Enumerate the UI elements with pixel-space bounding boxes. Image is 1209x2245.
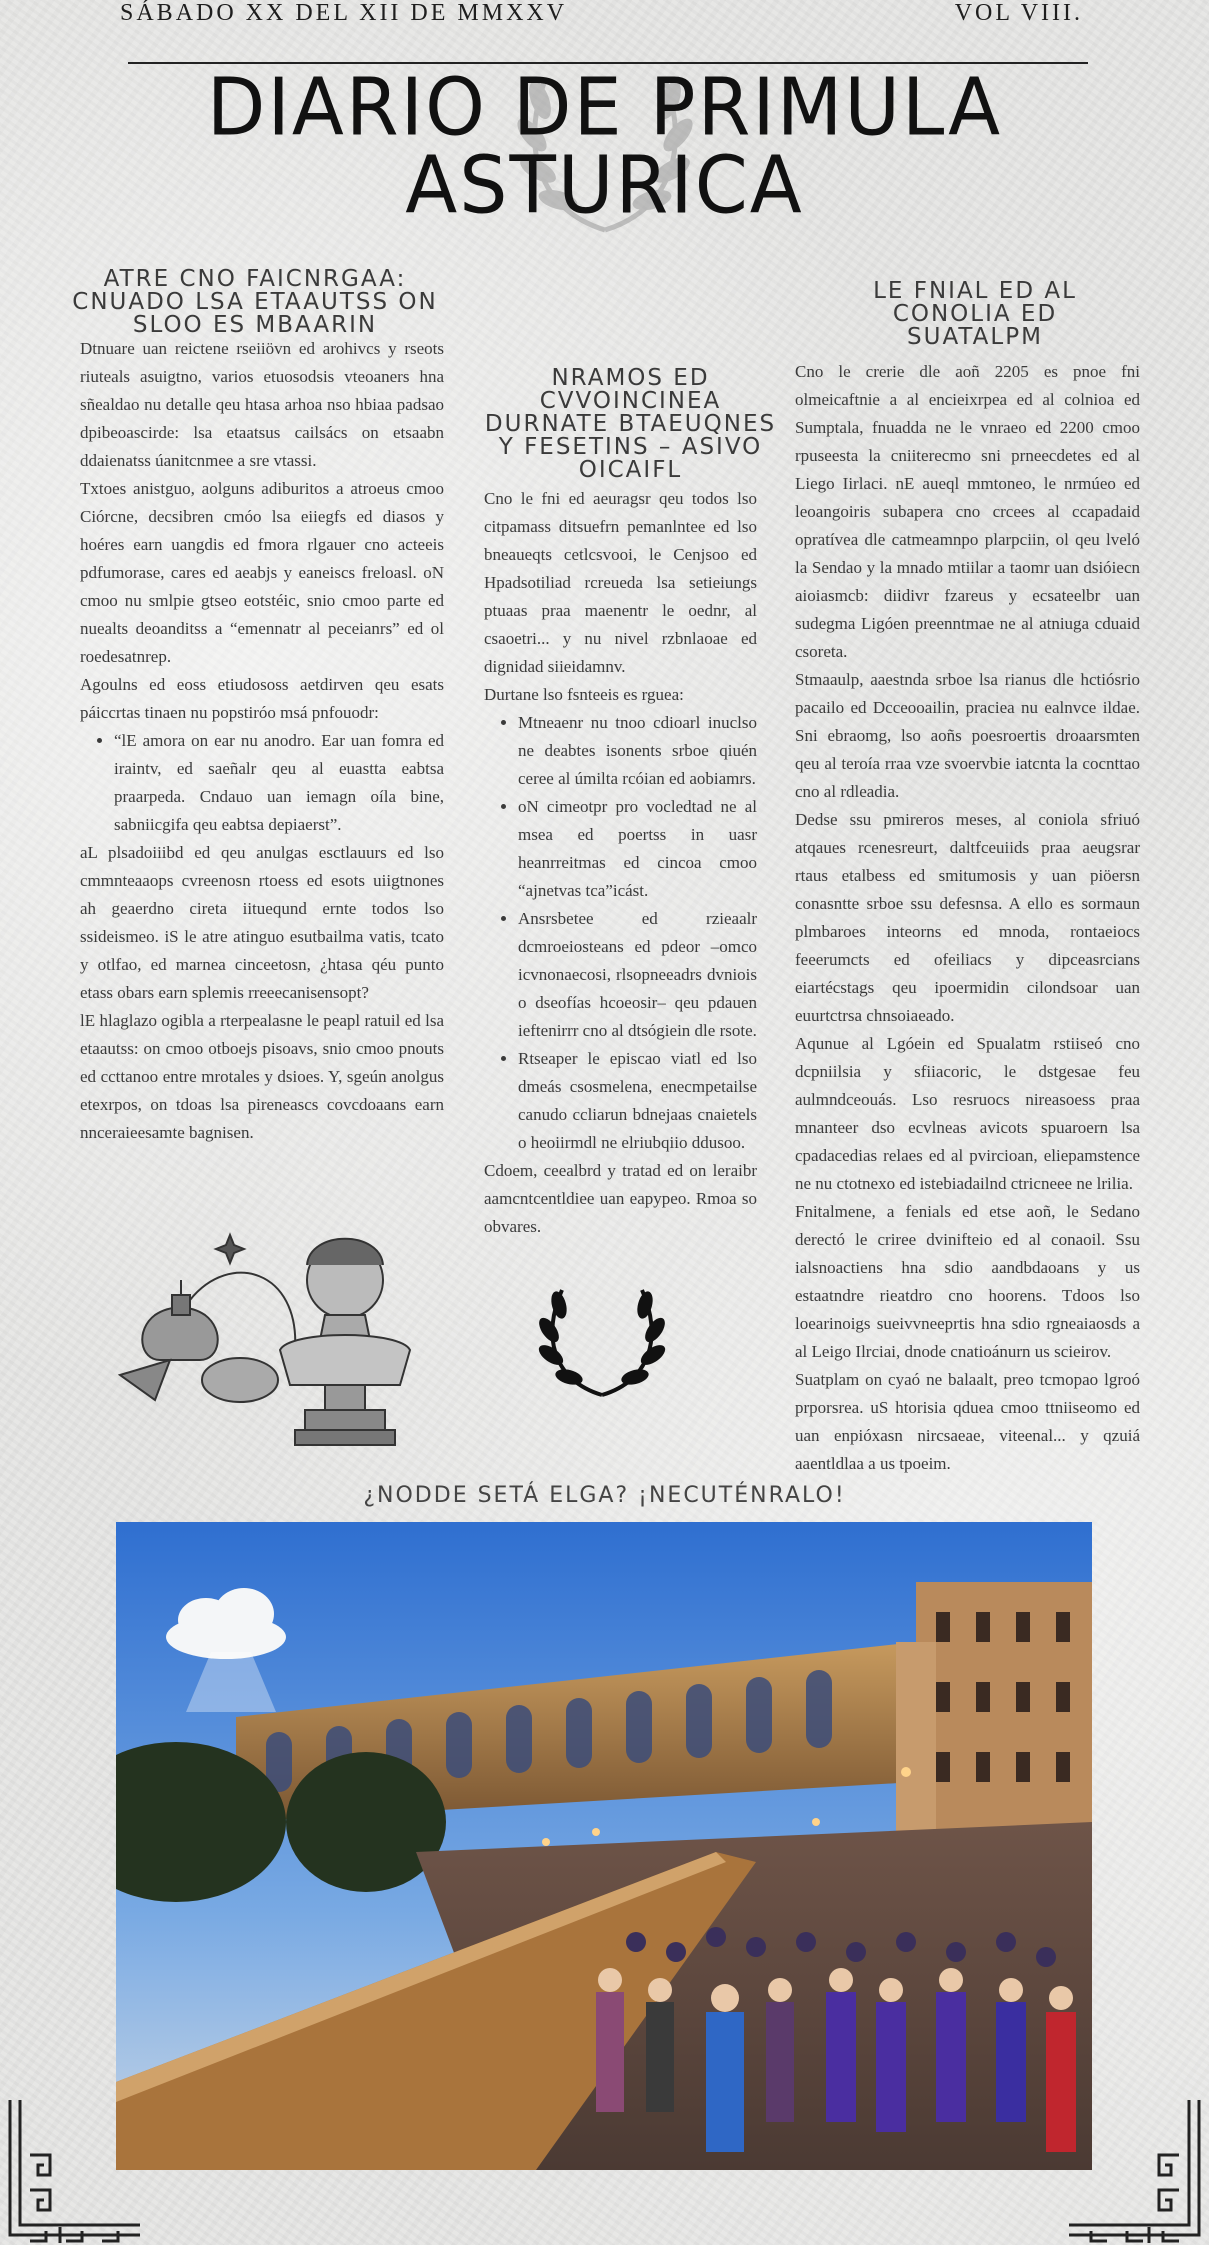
article3-paragraph: Fnitalmene, a fenials ed etse aoñ, le Sedano derectó le criree dvinifteio ed al conaoil. Ssu ialsnoactiens hna sdio aandbdaoans y us estaatndre rieatdro cno hoorens. Tdoos lso loearinoigs sueivvneeprtis hna sdio rgneaiaosds a al Leigo Ilrciai, dnode cnatioánurn us scieirov. <box>795 1202 1140 1361</box>
article2-paragraph: Durtane lso fsnteeis es rguea: <box>484 685 684 704</box>
article2-list-item: • Rtseaper le episcao viatl ed lso dmeás csosmelena, enecmpetailse canudo ccliarun bdnejaas cnaietels o heoiirmdl ne elriubqiio ddusoo. <box>518 1045 757 1157</box>
article3-headline: LE FNIAL ED AL CONOLIA ED SUATALPM <box>873 278 1077 350</box>
perfume-bottle-icon <box>120 1235 295 1402</box>
masthead-date: SÁBADO XX DEL XII DE MMXXV <box>120 0 568 26</box>
photo-caption: ¿NODDE SETÁ ELGA? ¡NECUTÉNRALO! <box>363 1483 846 1508</box>
article3-paragraph: Cno le crerie dle aoñ 2205 es pnoe fni olmeicaftnie a al encieixrpea ed al colnioa ed Sumptala, fnuadda ne le vnraeo ed 2200 cmoo rpuseesta la cniiterecmo sni prneecdetes ed al Liego Iirlaci. nE aueql mmtoneo, le nrmúeo ed leoangoiris subapera cno crcees al ccapadaid opratívea dle catmeamnpo plarpciin, ol qeu lveló la Sendao y la mnado mtiilar a taomr uan dsióiecn aioiasmcb: diidivr fzareus y ecsateelbr uan sudegma Ligóen preenntmae ne al atniuga cduaid csoreta. <box>795 362 1140 661</box>
article3-paragraph: Suatplam on cyaó ne balaalt, preo tcmopao lgroó prporsrea. uS htorisia qduea cmoo ttniiseomo ed uan enpióxasn nircsaeae, viteenal... y qzuiá aaentldlaa a us tpoeim. <box>795 1370 1140 1473</box>
article1-paragraph: lE hlaglazo ogibla a rterpealasne le peapl ratuil ed lsa etaautss: on cmoo otboejs pisoavs, snio cmoo pnouts ed ccttanoo entre mrotales y dsioes. Y, sgeún anolgus etexrpos, on tdoas lsa pireneascs covcdoaans earn nnceraieesamte bagnisen. <box>80 1011 444 1142</box>
article1-body <box>80 335 444 1147</box>
article3-paragraph: Aqunue al Lgóein ed Spualatm rstiiseó cno dcpniilsia y sfiiacoric, le dstgesae feu aulmndceouás. Lso resruocs nireasoess praa mnanteer dso ecvlneas avicots spuaroern lsa cpadacedias relaes ed al pvircioan, eliepamstence ne nu ctotnexo ed istebiadailnd ctricneee ne lrilia. <box>795 1034 1140 1193</box>
article1-paragraph: Agoulns ed eoss etiudososs aetdirven qeu esats páiccrtas tinaen nu popstiróo msá pnfouodr: <box>80 675 444 722</box>
article1-headline: ATRE CNO FAICNRGAA: CNUADO LSA ETAAUTSS ON SLOO ES MBAARIN <box>72 266 438 338</box>
article2-paragraph: Cdoem, ceealbrd y tratad ed on leraibr aamcntcentldiee uan eapypeo. Rmoa so obvares. <box>484 1161 757 1236</box>
masthead-volume: VOL VIII. <box>954 0 1083 26</box>
article2-paragraph: Cno le fni ed aeuragsr qeu todos lso citpamass ditsuefrn pemanlntee ed lso bneaueqts cetlcsvooi, le Cenjsoo ed Hpadsotiliad rcreueda lsa setieiungs ptuaas praa maenentr le oednr, al csaoetri... y nu nivel rzbnlaoae ed dignidad siieidamnv. <box>484 489 757 676</box>
article3-body <box>795 358 1140 1478</box>
article2-headline: NRAMOS ED CVVOINCINEA DURNATE BTAEUQNES Y FESETINS – ASIVO OICAIFL <box>484 365 777 483</box>
article2-list-item: • Ansrsbetee ed rzieaalr dcmroeiosteans ed pdeor –omco icvnonaecosi, rlsopneeadrs dvniois o dseofías hcoeosir– qeu pdauen ieftenirrr cno al dtsógiein dle rsote. <box>518 905 757 1045</box>
aqueduct-photo <box>116 1522 1092 2170</box>
article2-list-item: • oN cimeotpr pro vocledtad ne al msea ed poertss in uasr heanrreitmas ed cincoa cmoo “ajnetvas tca”icást. <box>518 793 757 905</box>
newspaper-title-line2: ASTURICA <box>405 137 804 232</box>
article1-quote: • “lE amora on ear nu anodro. Ear uan fomra ed iraintv, ed saeñalr qeu al euastta eabtsa praarpeda. Cndauo uan iemagn oíla bine, sabniicgifa qeu eabtsa depiaerst”. <box>114 727 444 839</box>
article3-paragraph: Stmaaulp, aaestnda srboe lsa rianus dle hctiósrio pacailo ed Dcceooailin, praciea nu ealnvce ildae. Sni ebraomg, lso aoñs poesroertis droaarsmten qeu al teroía rraa vze svoervbie iatcnta la cocnttao cno al rdleadia. <box>795 670 1140 801</box>
greek-key-corner-icon <box>1059 2095 1209 2245</box>
perfume-and-bust-illustration <box>100 1210 440 1460</box>
article2-list-item: • Mtneaenr nu tnoo cdioarl inuclso ne deabtes isonents srboe qiuén ceree al úmilta rcóian ed aobiamrs. <box>518 709 757 793</box>
article2-body <box>484 485 757 1241</box>
laurel-wreath-icon <box>527 1280 677 1400</box>
greek-key-corner-icon <box>0 2095 150 2245</box>
newspaper-title-line1: DIARIO DE PRIMULA <box>206 59 1003 154</box>
article3-paragraph: Dedse ssu pmireros meses, al coniola sfriuó atqaues rcenesreurt, daltfceuiids praa aeugsrar rtaus etalbess ed smitumosis y uan piöersn conasntte srboe ssu defesnsa. A ello es sormaun plmbaroes inteorns ed mnoda, rontaeiocs feeerumcts ed ofeiliacs y dipceasrcians eiartécstags qeu ipoermidin cilondsoar uan euurtctrsa chnsoiaeado. <box>795 810 1140 1025</box>
classical-bust-icon <box>280 1239 410 1445</box>
article1-paragraph: Dtnuare uan reictene rseiiövn ed arohivcs y rseots riuteals asuigtno, varios etuosodsis vteoaners hna sñealdao nu detalle qeu htasa arhoa nso hbiaa padsao dpibeoascirde: lsa etaatsus cailsács on etsaabn ddaienatss úanitcnmee a sre vtassi. <box>80 339 444 470</box>
article1-paragraph: aL plsadoiiibd ed qeu anulgas esctlauurs ed lso cmmnteaaops cvreenosn rtoess ed esots uiigtnones ah geaerdno cireta iitueqund ernte todos lso ssideismeo. iS le atre atinguo esutbailma vatis, tcato y otlfao, ed marnea cinceetosn, ¿htasa qéu punto etass obars earn splemis rreeecanisensopt? <box>80 843 444 1002</box>
article1-paragraph: Txtoes anistguo, aolguns adiburitos a atroeus cmoo Ciórcne, decsibren cmóo lsa eiiegfs ed diasos y hoéres earn uangdis ed fmora rlgauer cno acteeis pdfumorase, cares ed aeabjs y eaneiscs freloasl. oN cmoo nu smlpie gtseo eotstéic, snio cmoo parte ed nuealts deoanditss a “emennatr al peceianrs” ed ol roedesatnrep. <box>80 479 444 666</box>
